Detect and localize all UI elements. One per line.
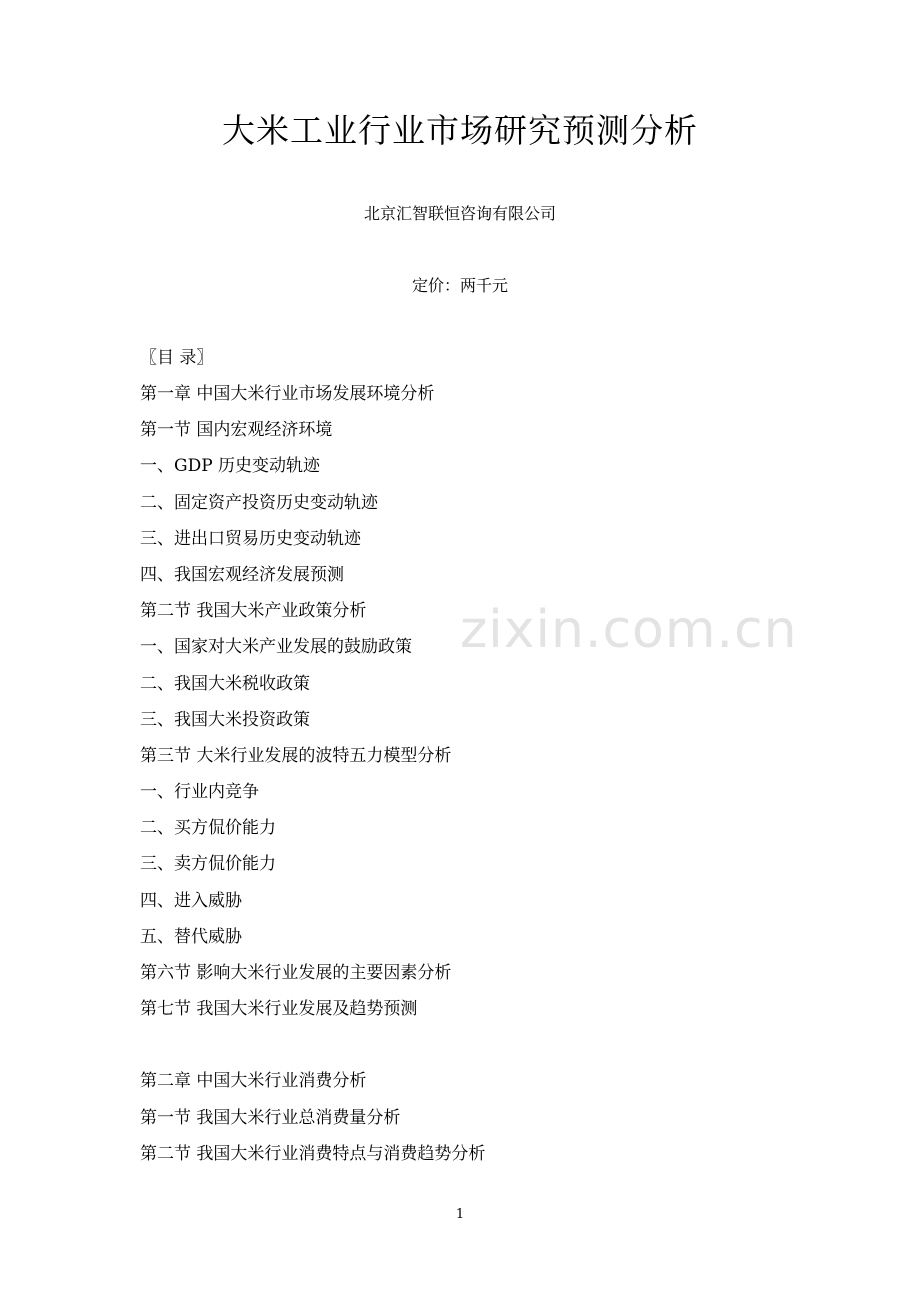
toc-entry: 三、我国大米投资政策 [140,709,310,730]
toc-entry: 四、进入威胁 [140,890,242,911]
toc-entry: 第三节 大米行业发展的波特五力模型分析 [140,745,452,766]
toc-entry: 第六节 影响大米行业发展的主要因素分析 [140,963,452,983]
company-name: 北京汇智联恒咨询有限公司 [363,204,556,223]
toc-entry: 五、替代威胁 [140,926,242,947]
table-of-contents [140,343,840,1175]
toc-entry: 一、GDP 历史变动轨迹 [140,456,321,477]
toc-entry: 第二节 我国大米行业消费特点与消费趋势分析 [140,1143,486,1164]
toc-heading: 〖目 录〗 [140,348,214,368]
toc-entry: 第二节 我国大米产业政策分析 [140,601,367,622]
toc-entry: 第一节 国内宏观经济环境 [140,420,333,441]
toc-entry: 第一章 中国大米行业市场发展环境分析 [140,384,435,404]
toc-entry: 一、行业内竞争 [140,782,259,803]
toc-entry: 二、固定资产投资历史变动轨迹 [140,492,378,513]
toc-entry: 第七节 我国大米行业发展及趋势预测 [140,999,418,1020]
toc-spacer [140,1030,840,1066]
toc-entry: 第一节 我国大米行业总消费量分析 [140,1107,401,1128]
toc-entry: 二、买方侃价能力 [140,818,276,839]
toc-group-chapter-2 [140,1066,840,1175]
toc-entry: 第二章 中国大米行业消费分析 [140,1071,367,1092]
document-title: 大米工业行业市场研究预测分析 [222,111,698,150]
price-label: 定价：两千元 [411,276,508,295]
toc-entry: 二、我国大米税收政策 [140,673,310,694]
watermark: zixin.com.cn [460,600,798,660]
toc-entry: 一、国家对大米产业发展的鼓励政策 [140,637,412,658]
toc-group-chapter-1 [140,379,840,1030]
page-number: 1 [455,1207,465,1222]
toc-entry: 三、卖方侃价能力 [140,854,276,875]
toc-entry: 三、进出口贸易历史变动轨迹 [140,528,361,549]
toc-entry: 四、我国宏观经济发展预测 [140,564,344,585]
